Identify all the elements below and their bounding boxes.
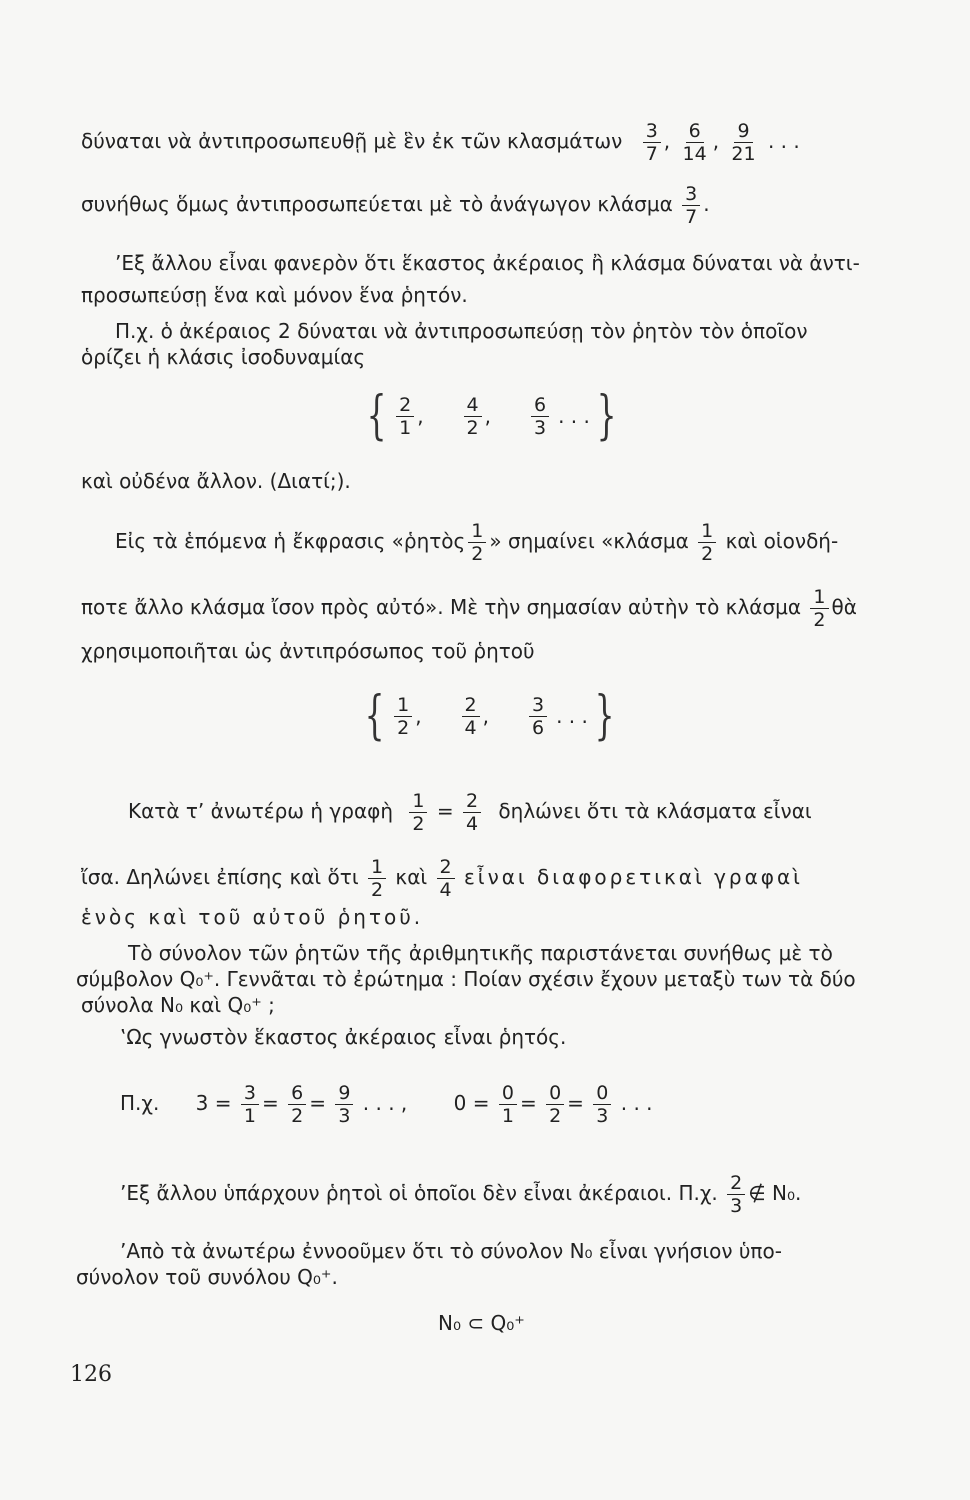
text-line: δύναται νὰ ἀντιπροσωπευθῇ μὲ ἓν ἐκ τῶν κλασμάτων $\frac{3}{7}$ , $\frac{6}{14}$ , $\frac{9}{21}$ . . . bbox=[81, 120, 800, 165]
text-line: Τὸ σύνολον τῶν ῥητῶν τῆς ἀριθμητικῆς παριστάνεται συνήθως μὲ τὸ bbox=[128, 941, 833, 965]
fraction: $\frac{1}{2}$ bbox=[698, 520, 716, 565]
text-line: σύνολα N₀ καὶ Q₀⁺ ; bbox=[81, 993, 275, 1017]
fraction: $\frac{3}{7}$ bbox=[682, 183, 700, 228]
fraction: $\frac{2}{3}$ bbox=[727, 1172, 745, 1217]
text-line: ’Εξ ἄλλου ὑπάρχουν ῥητοὶ οἱ ὁποῖοι δὲν εἶναι ἀκέραιοι. Π.χ. $\frac{2}{3}$ ∉ N₀. bbox=[120, 1172, 802, 1217]
fraction: $\frac{1}{2}$ bbox=[394, 694, 412, 739]
ellipsis: . . . bbox=[767, 129, 800, 153]
text-line: καὶ οὐδένα ἄλλον. (Διατί;). bbox=[81, 469, 351, 493]
text-line: ’Εξ ἄλλου εἶναι φανερὸν ὅτι ἕκαστος ἀκέραιος ἢ κλάσμα δύναται νὰ ἀντι- bbox=[115, 251, 860, 275]
text-line: ποτε ἄλλο κλάσμα ἴσον πρὸς αὐτό». Μὲ τὴν σημασίαν αὐτὴν τὸ κλάσμα $\frac{1}{2}$ θὰ bbox=[81, 586, 857, 631]
text-span: δύναται νὰ ἀντιπροσωπευθῇ μὲ ἓν ἐκ τῶν κλασμάτων bbox=[81, 129, 623, 153]
text-line: χρησιμοποιῆται ὡς ἀντιπρόσωπος τοῦ ῥητοῦ bbox=[81, 639, 535, 663]
text-line: ‛Ως γνωστὸν ἕκαστος ἀκέραιος εἶναι ῥητός. bbox=[120, 1025, 567, 1049]
fraction: $\frac{0}{2}$ bbox=[546, 1082, 564, 1127]
fraction: $\frac{4}{2}$ bbox=[464, 394, 482, 439]
text-line: ὁρίζει ἡ κλάσις ἰσοδυναμίας bbox=[81, 345, 366, 369]
fraction: $\frac{2}{1}$ bbox=[396, 394, 414, 439]
ellipsis: . . . bbox=[558, 404, 590, 428]
text-line: σύνολον τοῦ συνόλου Q₀⁺. bbox=[76, 1265, 338, 1289]
fraction: $\frac{2}{4}$ bbox=[463, 790, 481, 835]
fraction: $\frac{2}{4}$ bbox=[462, 694, 480, 739]
text-line: Κατὰ τ’ ἀνωτέρω ἡ γραφὴ $\frac{1}{2}$ = $\frac{2}{4}$ δηλώνει ὅτι τὰ κλάσματα εἶναι bbox=[128, 790, 812, 835]
left-brace-icon: { bbox=[366, 386, 387, 446]
text-line: συνήθως ὅμως ἀντιπροσωπεύεται μὲ τὸ ἀνάγωγον κλάσμα $\frac{3}{7}$ . bbox=[81, 183, 710, 228]
fraction: $\frac{9}{3}$ bbox=[335, 1082, 353, 1127]
fraction: $\frac{6}{3}$ bbox=[531, 394, 549, 439]
fraction: $\frac{6}{14}$ bbox=[682, 120, 707, 165]
equivalence-class-set: { $\frac{2}{1}$ , $\frac{4}{2}$ , $\frac{6}{3}$ . . . } bbox=[366, 386, 617, 446]
text-line: ἑνὸς καὶ τοῦ αὐτοῦ ῥητοῦ. bbox=[81, 905, 424, 929]
fraction: $\frac{3}{1}$ bbox=[241, 1082, 259, 1127]
page-number: 126 bbox=[70, 1362, 112, 1387]
fraction: $\frac{2}{4}$ bbox=[437, 856, 455, 901]
text-line: ’Απὸ τὰ ἀνωτέρω ἐννοοῦμεν ὅτι τὸ σύνολον N₀ εἶναι γνήσιον ὑπο- bbox=[120, 1239, 782, 1263]
fraction: $\frac{1}{2}$ bbox=[368, 856, 386, 901]
text-line: προσωπεύσῃ ἕνα καὶ μόνον ἕνα ῥητόν. bbox=[81, 283, 468, 307]
fraction: $\frac{1}{2}$ bbox=[468, 520, 486, 565]
text-line: ἴσα. Δηλώνει ἐπίσης καὶ ὅτι $\frac{1}{2}$ καὶ $\frac{2}{4}$ εἶναι διαφορετικαὶ γραφαὶ bbox=[81, 856, 803, 901]
fraction: $\frac{6}{2}$ bbox=[288, 1082, 306, 1127]
example-line: Π.χ. 3 = $\frac{3}{1}$ = $\frac{6}{2}$ = $\frac{9}{3}$ . . . , 0 = $\frac{0}{1}$ = $\frac{0}{2}$ = $\frac{0}{3}$ . . . bbox=[120, 1082, 653, 1127]
left-brace-icon: { bbox=[364, 686, 385, 746]
right-brace-icon: } bbox=[596, 386, 617, 446]
fraction: $\frac{0}{1}$ bbox=[499, 1082, 517, 1127]
text-line: Εἰς τὰ ἑπόμενα ἡ ἔκφρασις «ῥητὸς $\frac{1}{2}$ » σημαίνει «κλάσμα $\frac{1}{2}$ καὶ οἱονδή- bbox=[115, 520, 839, 565]
fraction: $\frac{3}{7}$ bbox=[643, 120, 661, 165]
ellipsis: . . . bbox=[556, 704, 588, 728]
fraction: $\frac{0}{3}$ bbox=[593, 1082, 611, 1127]
fraction: $\frac{9}{21}$ bbox=[731, 120, 756, 165]
fraction: $\frac{3}{6}$ bbox=[529, 694, 547, 739]
fraction: $\frac{1}{2}$ bbox=[409, 790, 427, 835]
text-span: συνήθως ὅμως ἀντιπροσωπεύεται μὲ τὸ ἀνάγωγον κλάσμα bbox=[81, 192, 673, 216]
text-line: Π.χ. ὁ ἀκέραιος 2 δύναται νὰ ἀντιπροσωπεύσῃ τὸν ῥητὸν τὸν ὁποῖον bbox=[115, 319, 808, 343]
subset-relation: N₀ ⊂ Q₀⁺ bbox=[438, 1311, 525, 1335]
right-brace-icon: } bbox=[594, 686, 615, 746]
text-line: σύμβολον Q₀⁺. Γεννᾶται τὸ ἐρώτημα : Ποίαν σχέσιν ἔχουν μεταξὺ των τὰ δύο bbox=[76, 967, 856, 991]
equivalence-class-set: { $\frac{1}{2}$ , $\frac{2}{4}$ , $\frac{3}{6}$ . . . } bbox=[364, 686, 615, 746]
fraction: $\frac{1}{2}$ bbox=[810, 586, 828, 631]
